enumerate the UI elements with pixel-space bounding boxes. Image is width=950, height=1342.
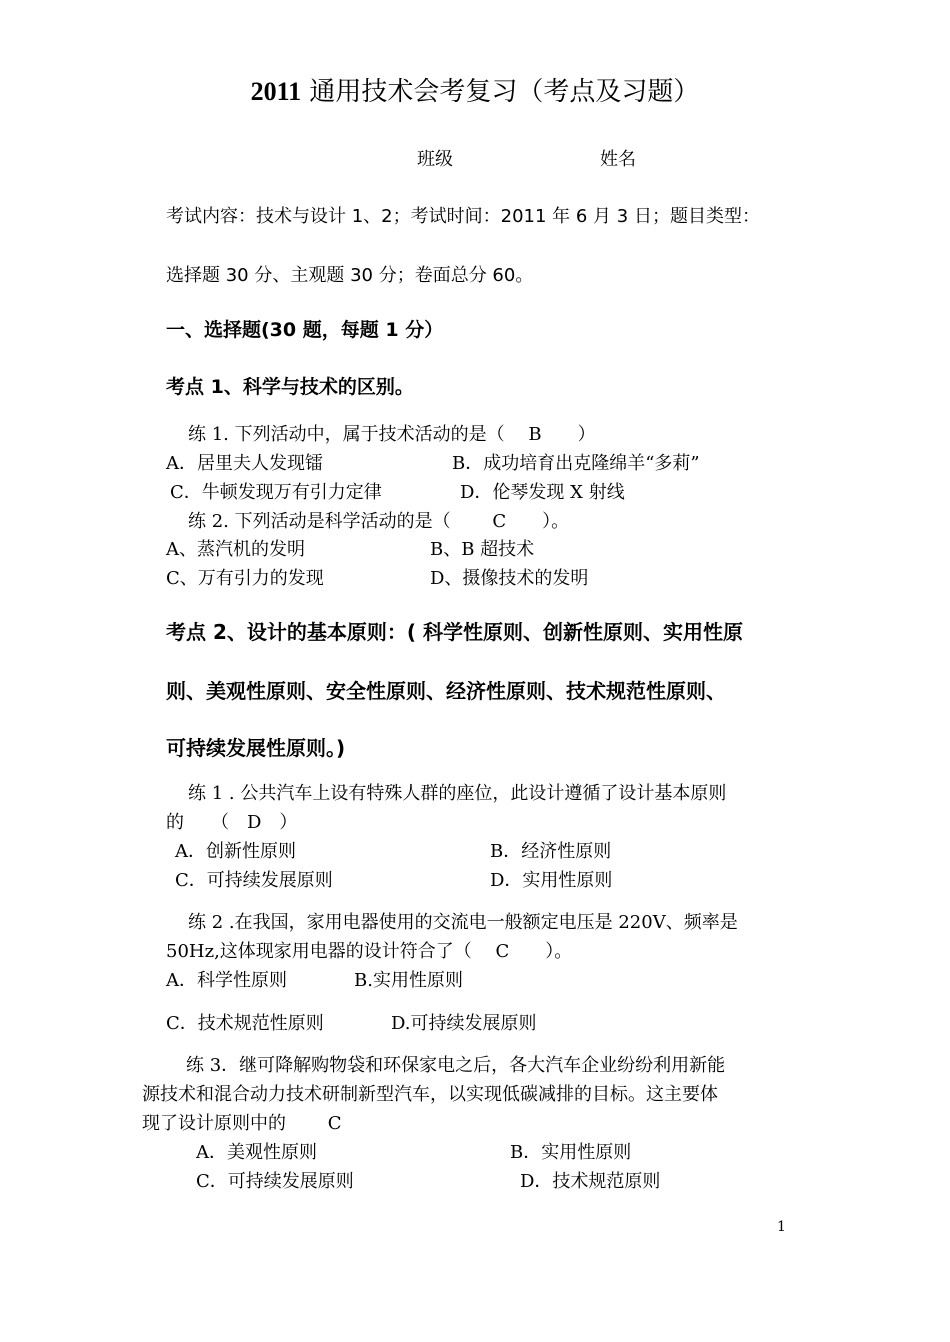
k1-q2-option-d: D、摄像技术的发明 xyxy=(430,568,589,589)
k2-q3-stem-line1: 练 3．继可降解购物袋和环保家电之后，各大汽车企业纷纷利用新能 xyxy=(186,1055,726,1076)
document-title xyxy=(0,76,950,108)
k1-q2-option-c: C、万有引力的发现 xyxy=(166,568,324,589)
k1-q1-option-d: D．伦琴发现 X 射线 xyxy=(460,482,625,503)
k1-q1-stem: 练 1. 下列活动中，属于技术活动的是（ B ） xyxy=(188,424,596,445)
k2-q2-stem-line2: 50Hz,这体现家用电器的设计符合了（ C ）。 xyxy=(166,941,573,962)
k1-q1-option-a: A．居里夫人发现镭 xyxy=(166,453,323,474)
k1-q1-option-c: C．牛顿发现万有引力定律 xyxy=(170,482,382,503)
section-heading: 一、选择题(30 题，每题 1 分） xyxy=(166,319,444,341)
k2-q3-stem-line3: 现了设计原则中的 C xyxy=(142,1113,342,1134)
k2-q2-option-c: C．技术规范性原则 xyxy=(166,1013,324,1034)
kaodian1-heading: 考点 1、科学与技术的区别。 xyxy=(166,376,414,398)
title-year: 2011 xyxy=(250,77,302,106)
k2-q1-stem-line1: 练 1 . 公共汽车上设有特殊人群的座位，此设计遵循了设计基本原则 xyxy=(188,783,727,804)
class-label: 班级 xyxy=(417,149,453,170)
page-number: 1 xyxy=(777,1219,786,1235)
k2-q3-option-c: C．可持续发展原则 xyxy=(196,1171,354,1192)
kaodian2-heading-line1: 考点 2、设计的基本原则：( 科学性原则、创新性原则、实用性原 xyxy=(166,620,743,644)
exam-info-line2: 选择题 30 分、主观题 30 分；卷面总分 60。 xyxy=(166,265,534,286)
k1-q2-option-a: A、蒸汽机的发明 xyxy=(166,539,305,560)
k2-q1-option-c: C．可持续发展原则 xyxy=(175,870,333,891)
k2-q2-stem-line1: 练 2 .在我国，家用电器使用的交流电一般额定电压是 220V、频率是 xyxy=(188,912,738,933)
k2-q2-option-b: B.实用性原则 xyxy=(354,970,463,991)
kaodian2-heading-line2: 则、美观性原则、安全性原则、经济性原则、技术规范性原则、 xyxy=(166,679,726,703)
k2-q3-option-b: B．实用性原则 xyxy=(510,1142,632,1163)
k2-q3-option-d: D．技术规范原则 xyxy=(520,1171,661,1192)
title-text: 通用技术会考复习（考点及习题） xyxy=(301,77,700,107)
exam-info-line1: 考试内容：技术与设计 1、2；考试时间：2011 年 6 月 3 日；题目类型： xyxy=(166,206,760,227)
name-label: 姓名 xyxy=(600,149,636,170)
kaodian2-heading-line3: 可持续发展性原则。) xyxy=(166,736,346,760)
k2-q1-option-d: D．实用性原则 xyxy=(490,870,613,891)
k2-q2-option-d: D.可持续发展原则 xyxy=(391,1013,537,1034)
k1-q2-stem: 练 2. 下列活动是科学活动的是（ C ）。 xyxy=(188,511,570,532)
k2-q1-stem-line2: 的 （ D ） xyxy=(166,812,298,833)
k1-q1-option-b: B．成功培育出克隆绵羊“多莉” xyxy=(452,453,700,474)
k1-q2-option-b: B、B 超技术 xyxy=(430,539,535,560)
k2-q1-option-a: A．创新性原则 xyxy=(175,841,296,862)
k2-q3-stem-line2: 源技术和混合动力技术研制新型汽车，以实现低碳减排的目标。这主要体 xyxy=(142,1084,718,1105)
k2-q2-option-a: A．科学性原则 xyxy=(166,970,287,991)
k2-q3-option-a: A．美观性原则 xyxy=(196,1142,317,1163)
k2-q1-option-b: B．经济性原则 xyxy=(490,841,612,862)
